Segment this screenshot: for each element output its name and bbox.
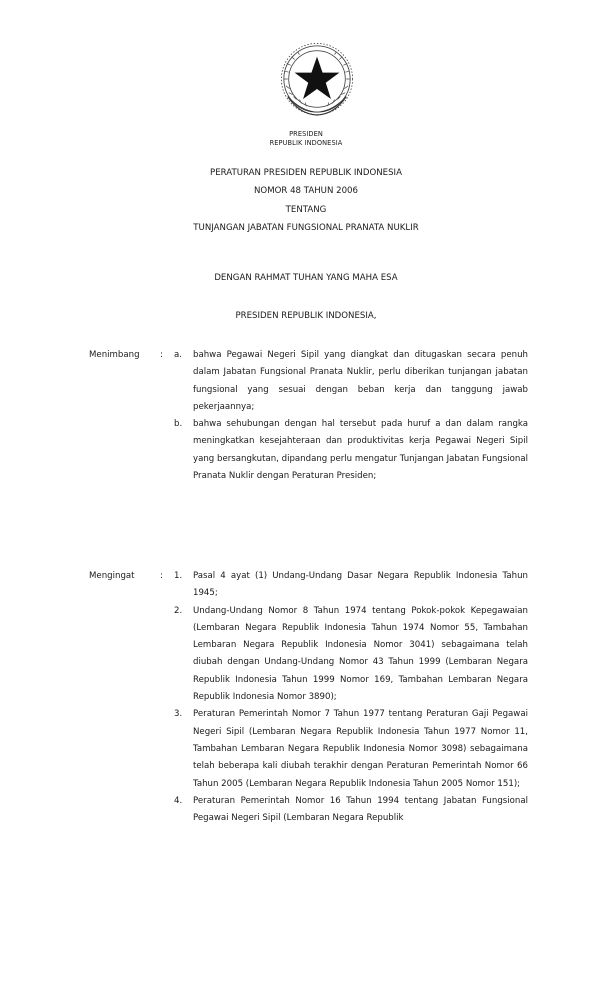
menimbang-item: [0, 347, 612, 416]
menimbang-section: [0, 347, 612, 485]
regulation-title: PERATURAN PRESIDEN REPUBLIK INDONESIA: [210, 168, 402, 178]
item-text: Peraturan Pemerintah Nomor 7 Tahun 1977 tentang Peraturan Gaji Pegawai Negeri Sipil (Lembaran Negara Republik Indonesia Tahun 1977 Nomor 11, Tambahan Lembaran Negara Republik Indonesia Nomor 3098) sebagaimana telah beberapa kali diubah terakhir dengan Peraturan Pemerintah Nomor 66 Tahun 2005 (Lembaran Negara Republik Indonesia Tahun 2005 Nomor 151);: [193, 709, 528, 789]
item-marker: 4.: [174, 795, 183, 806]
item-marker: a.: [174, 350, 182, 360]
menimbang-item: [0, 416, 612, 485]
regulation-number: NOMOR 48 TAHUN 2006: [254, 186, 358, 196]
preamble-blessing: DENGAN RAHMAT TUHAN YANG MAHA ESA: [214, 273, 398, 283]
mengingat-colon: :: [160, 571, 163, 581]
item-marker: 1.: [174, 571, 183, 581]
regulation-subject: TUNJANGAN JABATAN FUNGSIONAL PRANATA NUKLIR: [193, 223, 419, 233]
menimbang-colon: :: [160, 350, 163, 360]
regulation-tentang: TENTANG: [285, 205, 327, 215]
item-text: Undang-Undang Nomor 8 Tahun 1974 tentang Pokok-pokok Kepegawaian (Lembaran Negara Republik Indonesia Tahun 1974 Nomor 55, Tambahan Lembaran Negara Republik Indonesia Nomor 3041) sebagaimana telah diubah dengan Undang-Undang Nomor 43 Tahun 1999 (Lembaran Negara Republik Indonesia Tahun 1999 Nomor 169, Tambahan Lembaran Negara Republik Indonesia Nomor 3890);: [193, 605, 528, 703]
garuda-star-emblem-icon: [278, 40, 356, 118]
item-text: Pasal 4 ayat (1) Undang-Undang Dasar Negara Republik Indonesia Tahun 1945;: [193, 571, 528, 599]
item-text: bahwa sehubungan dengan hal tersebut pada huruf a dan dalam rangka meningkatkan kesejahteraan dan produktivitas kerja Pegawai Negeri Sipil yang bersangkutan, dipandang perlu mengatur Tunjangan Jabatan Fungsional Pranata Nuklir dengan Peraturan Presiden;: [193, 419, 528, 482]
item-text: Peraturan Pemerintah Nomor 16 Tahun 1994 tentang Jabatan Fungsional Pegawai Negeri Sipil (Lembaran Negara Republik: [193, 795, 528, 824]
mengingat-section: [0, 568, 612, 827]
header-org-line2: REPUBLIK INDONESIA: [269, 139, 343, 147]
item-marker: 2.: [174, 605, 183, 616]
mengingat-item: [0, 603, 612, 707]
item-text: bahwa Pegawai Negeri Sipil yang diangkat dan ditugaskan secara penuh dalam Jabatan Fungsional Pranata Nuklir, perlu diberikan tunjangan jabatan fungsional yang sesuai dengan beban kerja dan tanggung jawab pekerjaannya;: [193, 350, 528, 412]
mengingat-item: [0, 706, 612, 792]
mengingat-item: [0, 793, 612, 828]
menimbang-label: Menimbang: [89, 350, 140, 360]
header-org-line1: PRESIDEN: [289, 130, 323, 138]
item-marker: b.: [174, 419, 183, 430]
preamble-president: PRESIDEN REPUBLIK INDONESIA,: [235, 311, 377, 321]
mengingat-label: Mengingat: [89, 571, 135, 581]
mengingat-item: [0, 568, 612, 603]
item-marker: 3.: [174, 709, 183, 720]
